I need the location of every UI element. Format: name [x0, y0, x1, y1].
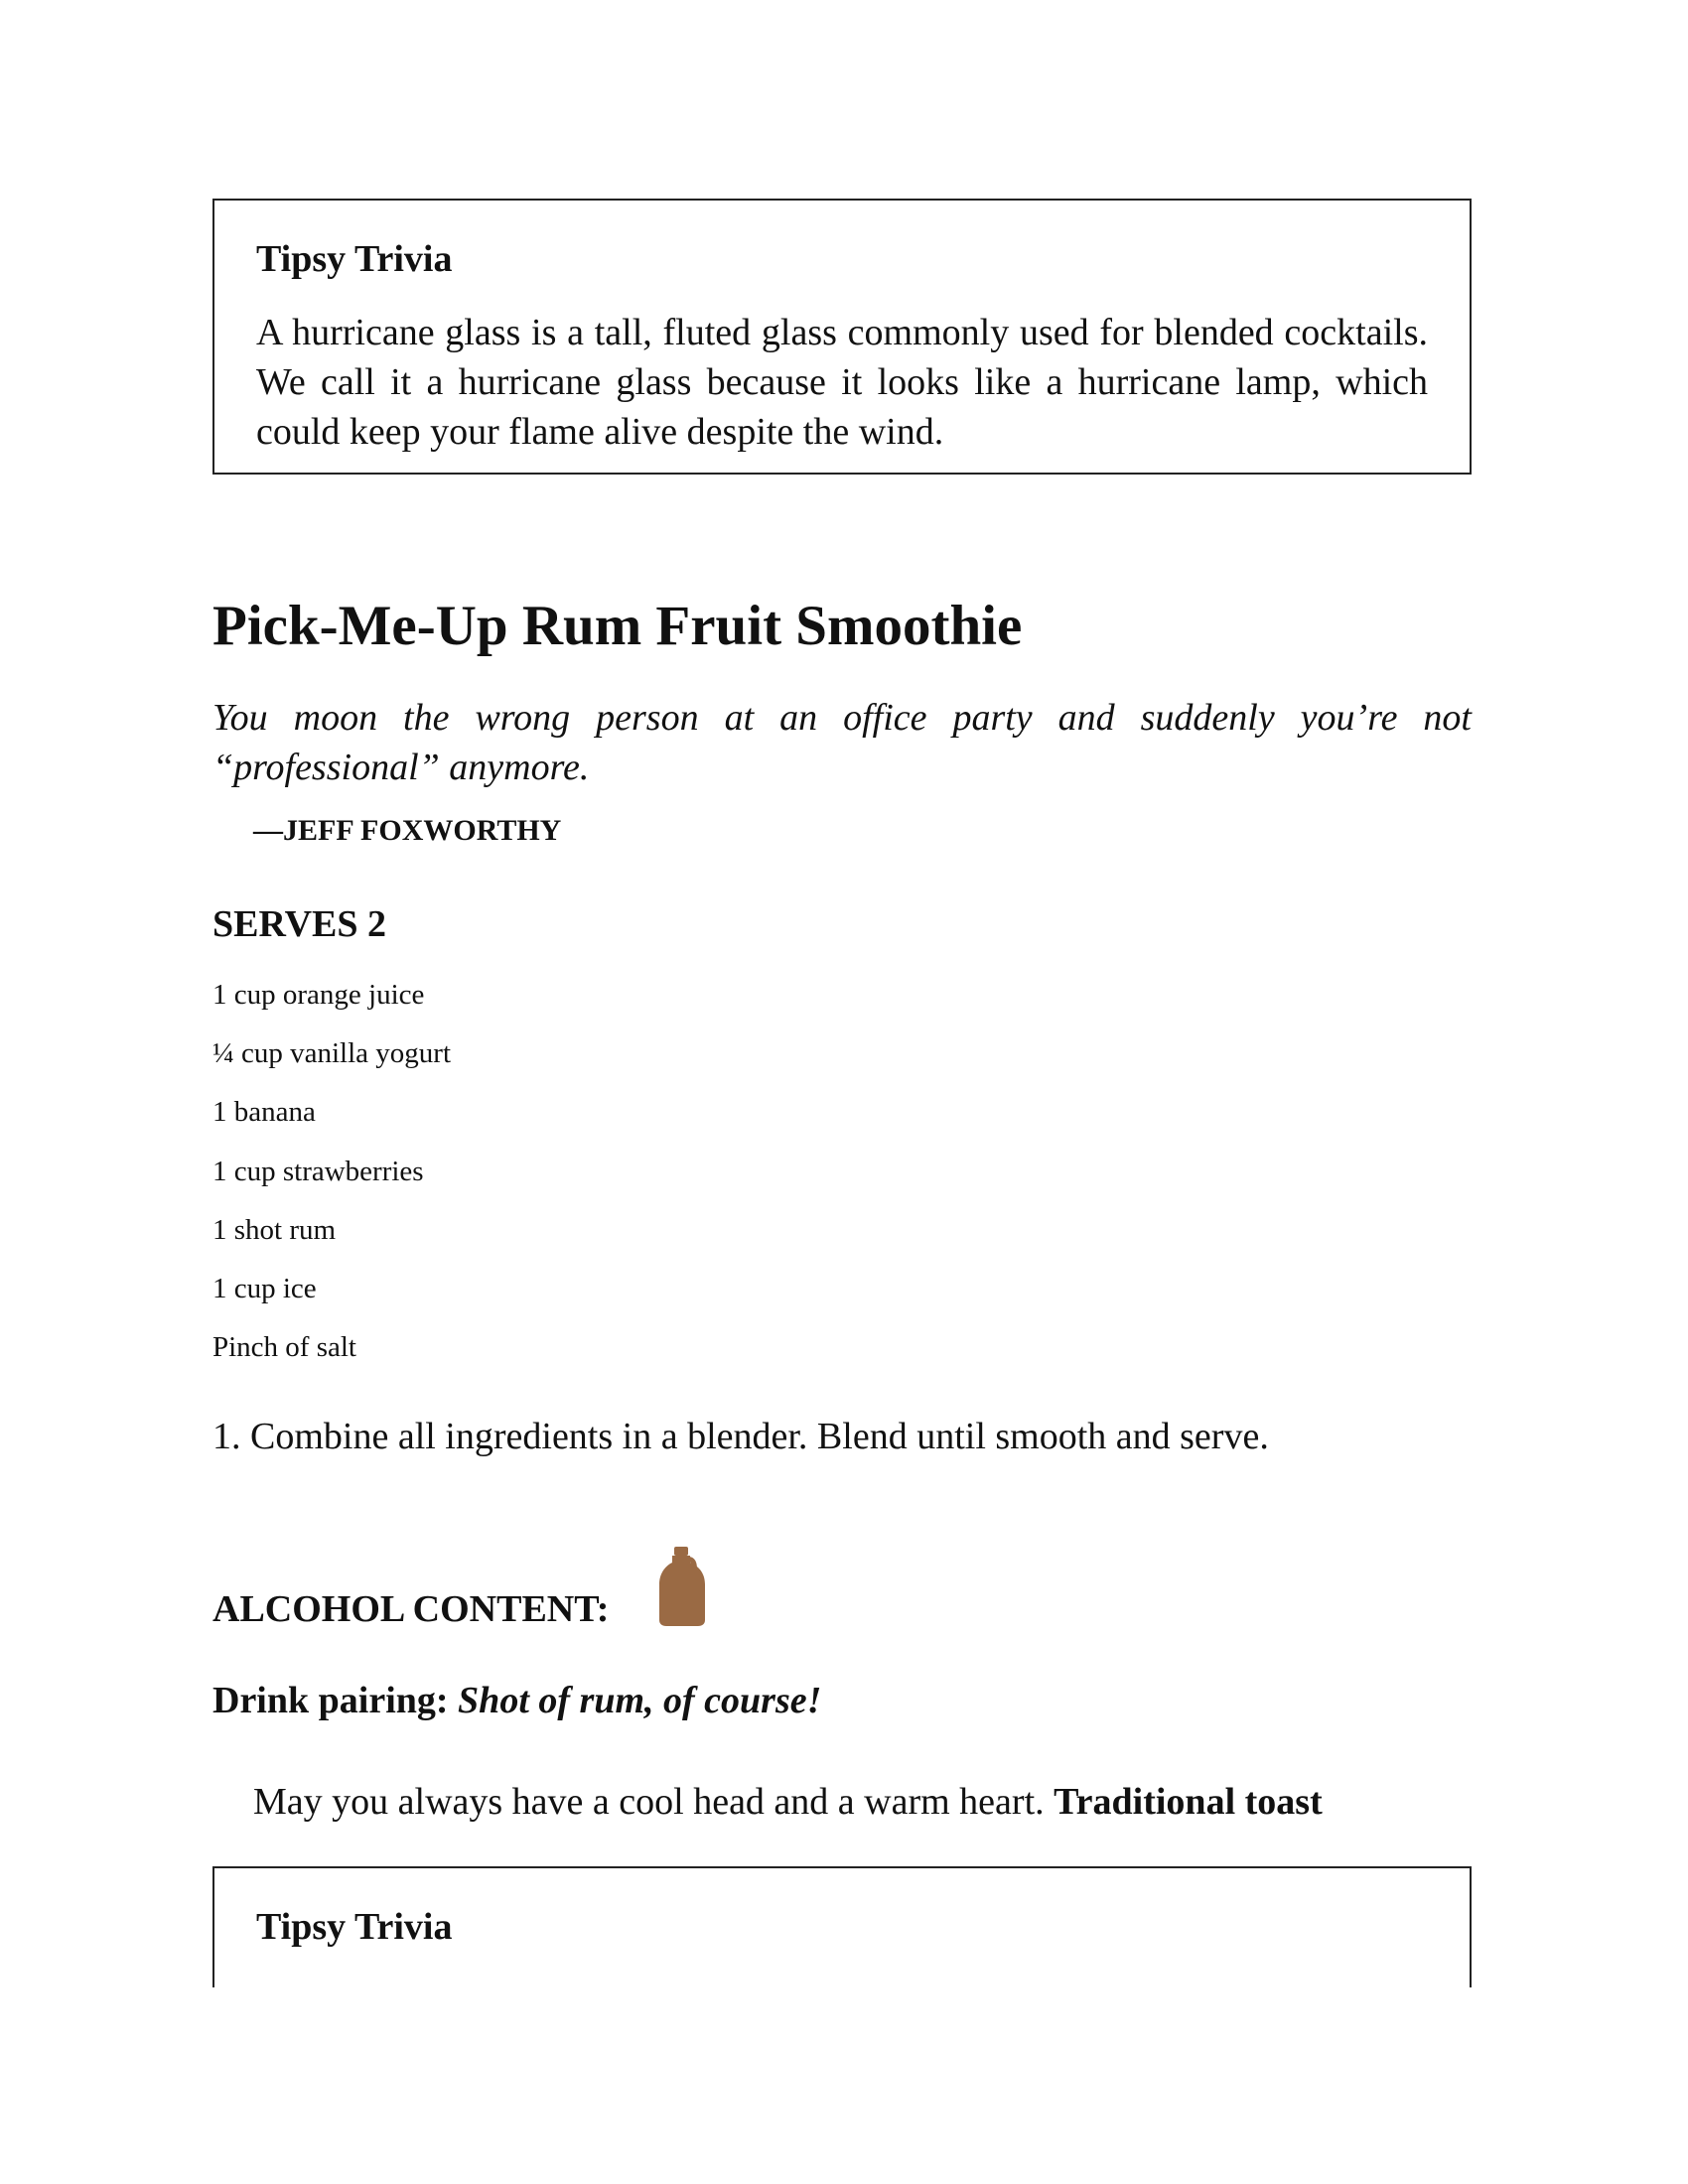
ingredient-item: 1 cup strawberries — [212, 1155, 424, 1187]
pairing-value: Shot of rum, of course! — [458, 1680, 822, 1721]
ingredient-item: 1 cup ice — [212, 1272, 317, 1304]
ingredient-item: ¼ cup vanilla yogurt — [212, 1037, 452, 1070]
alcohol-content-label: ALCOHOL CONTENT: — [212, 1588, 610, 1630]
drink-pairing — [212, 1682, 821, 1719]
toast-source: Traditional toast — [1054, 1781, 1323, 1823]
recipe-title: Pick-Me-Up Rum Fruit Smoothie — [212, 595, 1023, 657]
ingredient-item: Pinch of salt — [212, 1331, 356, 1364]
toast-line — [253, 1783, 1323, 1821]
jug-icon — [657, 1545, 707, 1626]
trivia-title: Tipsy Trivia — [256, 238, 453, 280]
serves-heading: SERVES 2 — [212, 903, 387, 945]
quote-author: —JEFF FOXWORTHY — [253, 814, 562, 847]
toast-text: May you always have a cool head and a warm heart. — [253, 1781, 1045, 1823]
tipsy-trivia-box-continued — [212, 1866, 1472, 1987]
epigraph-quote: You moon the wrong person at an office party and suddenly you’re not “professional” anymore. — [212, 697, 1472, 788]
trivia-title: Tipsy Trivia — [256, 1906, 453, 1948]
instruction-step: 1. Combine all ingredients in a blender. Blend until smooth and serve. — [212, 1416, 1269, 1457]
ingredient-item: 1 shot rum — [212, 1213, 337, 1246]
pairing-label: Drink pairing: — [212, 1680, 449, 1721]
trivia-text: A hurricane glass is a tall, fluted glass commonly used for blended cocktails. We call it a hurricane glass because it looks like a hurricane lamp, which could keep your flame alive despite the wind. — [256, 312, 1428, 453]
tipsy-trivia-box — [212, 199, 1472, 475]
ingredient-list — [212, 979, 451, 1390]
ingredient-item: 1 cup orange juice — [212, 979, 425, 1011]
ingredient-item: 1 banana — [212, 1096, 316, 1129]
